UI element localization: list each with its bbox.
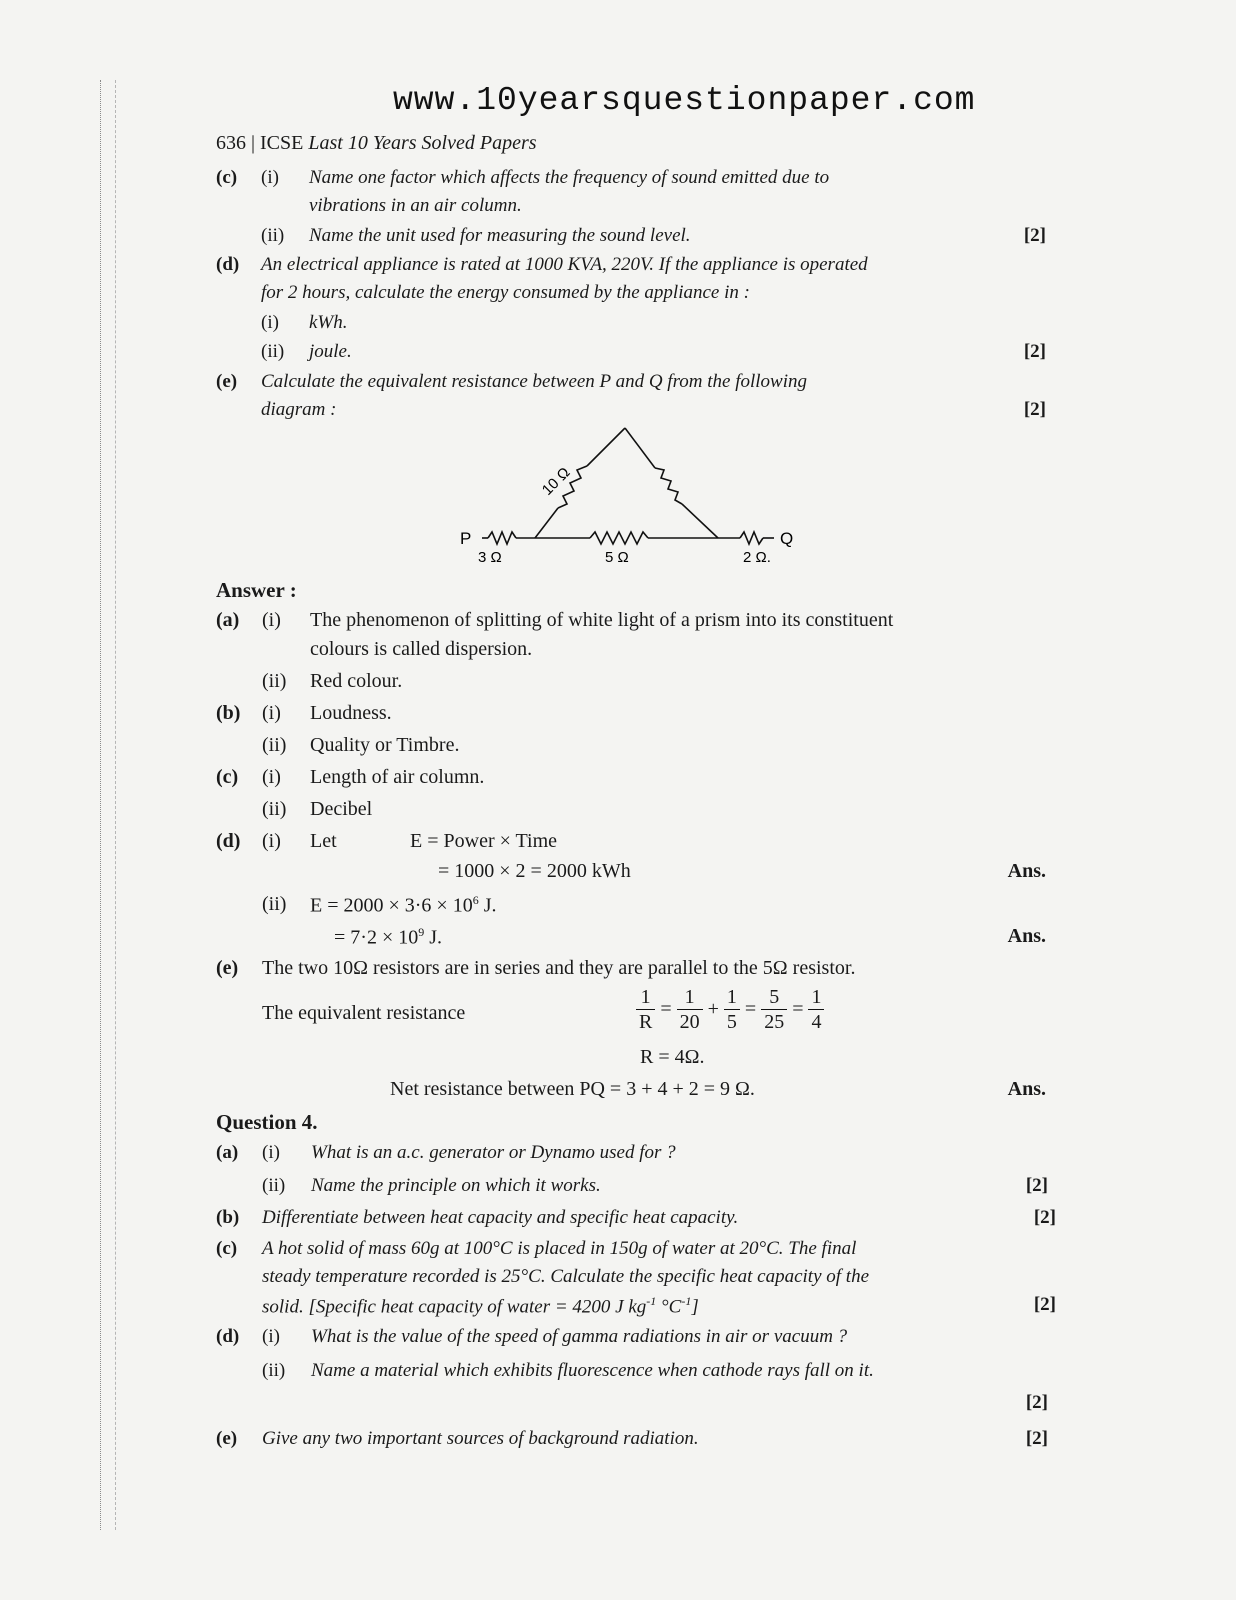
answer-heading: Answer : bbox=[216, 578, 297, 602]
marks: [2] bbox=[1023, 399, 1046, 420]
ans-marker: Ans. bbox=[1007, 1078, 1046, 1100]
terminal-q: Q bbox=[780, 529, 794, 548]
book-title: Last 10 Years Solved Papers bbox=[308, 132, 537, 154]
marks: [2] bbox=[1033, 1207, 1056, 1228]
marks: [2] bbox=[1023, 225, 1046, 246]
page-number: 636 bbox=[216, 132, 246, 154]
ans-marker: Ans. bbox=[1007, 925, 1046, 947]
page-header: 636 | ICSE Last 10 Years Solved Papers bbox=[216, 132, 537, 154]
marks: [2] bbox=[1033, 1294, 1056, 1315]
resistor-triangle-diagram bbox=[450, 420, 810, 570]
resistor-2-label: 2 Ω. bbox=[743, 549, 771, 566]
scan-binding-edge bbox=[100, 80, 127, 1530]
equation-joule: $E = 2000 \times 3\cdot 6 \times 10^6$ J. bbox=[310, 893, 497, 917]
terminal-p: P bbox=[460, 529, 472, 548]
equation-kwh: = 1000 × 2 = 2000 kWh bbox=[438, 860, 631, 882]
marks: [2] bbox=[1025, 1428, 1048, 1449]
marks: [2] bbox=[1025, 1392, 1048, 1413]
question4-heading: Question 4. bbox=[216, 1110, 318, 1134]
watermark-url: www.10yearsquestionpaper.com bbox=[393, 82, 976, 119]
ans-marker: Ans. bbox=[1007, 860, 1046, 882]
equation-r: R = 4Ω. bbox=[640, 1046, 705, 1068]
resistor-5-label: 5 Ω bbox=[605, 549, 629, 566]
equation-energy: E = Power × Time bbox=[410, 830, 558, 852]
book-name: ICSE bbox=[260, 132, 304, 154]
marks: [2] bbox=[1025, 1175, 1048, 1196]
resistor-3-label: 3 Ω bbox=[478, 549, 502, 566]
resistor-10-label: 10 Ω bbox=[538, 464, 574, 499]
net-resistance: Net resistance between PQ = 3 + 4 + 2 = 9 Ω. bbox=[390, 1078, 755, 1100]
fraction-equation: $\frac{1}{R}$ = $\frac{1}{20}$ + $\frac{1}{5}$ = $\frac{5}{25}$ = $\frac{1}{4}$ bbox=[636, 985, 824, 1034]
marks: [2] bbox=[1023, 341, 1046, 362]
equation-joule-result: = $7\cdot 2 \times 10^9$ J. bbox=[334, 925, 443, 949]
